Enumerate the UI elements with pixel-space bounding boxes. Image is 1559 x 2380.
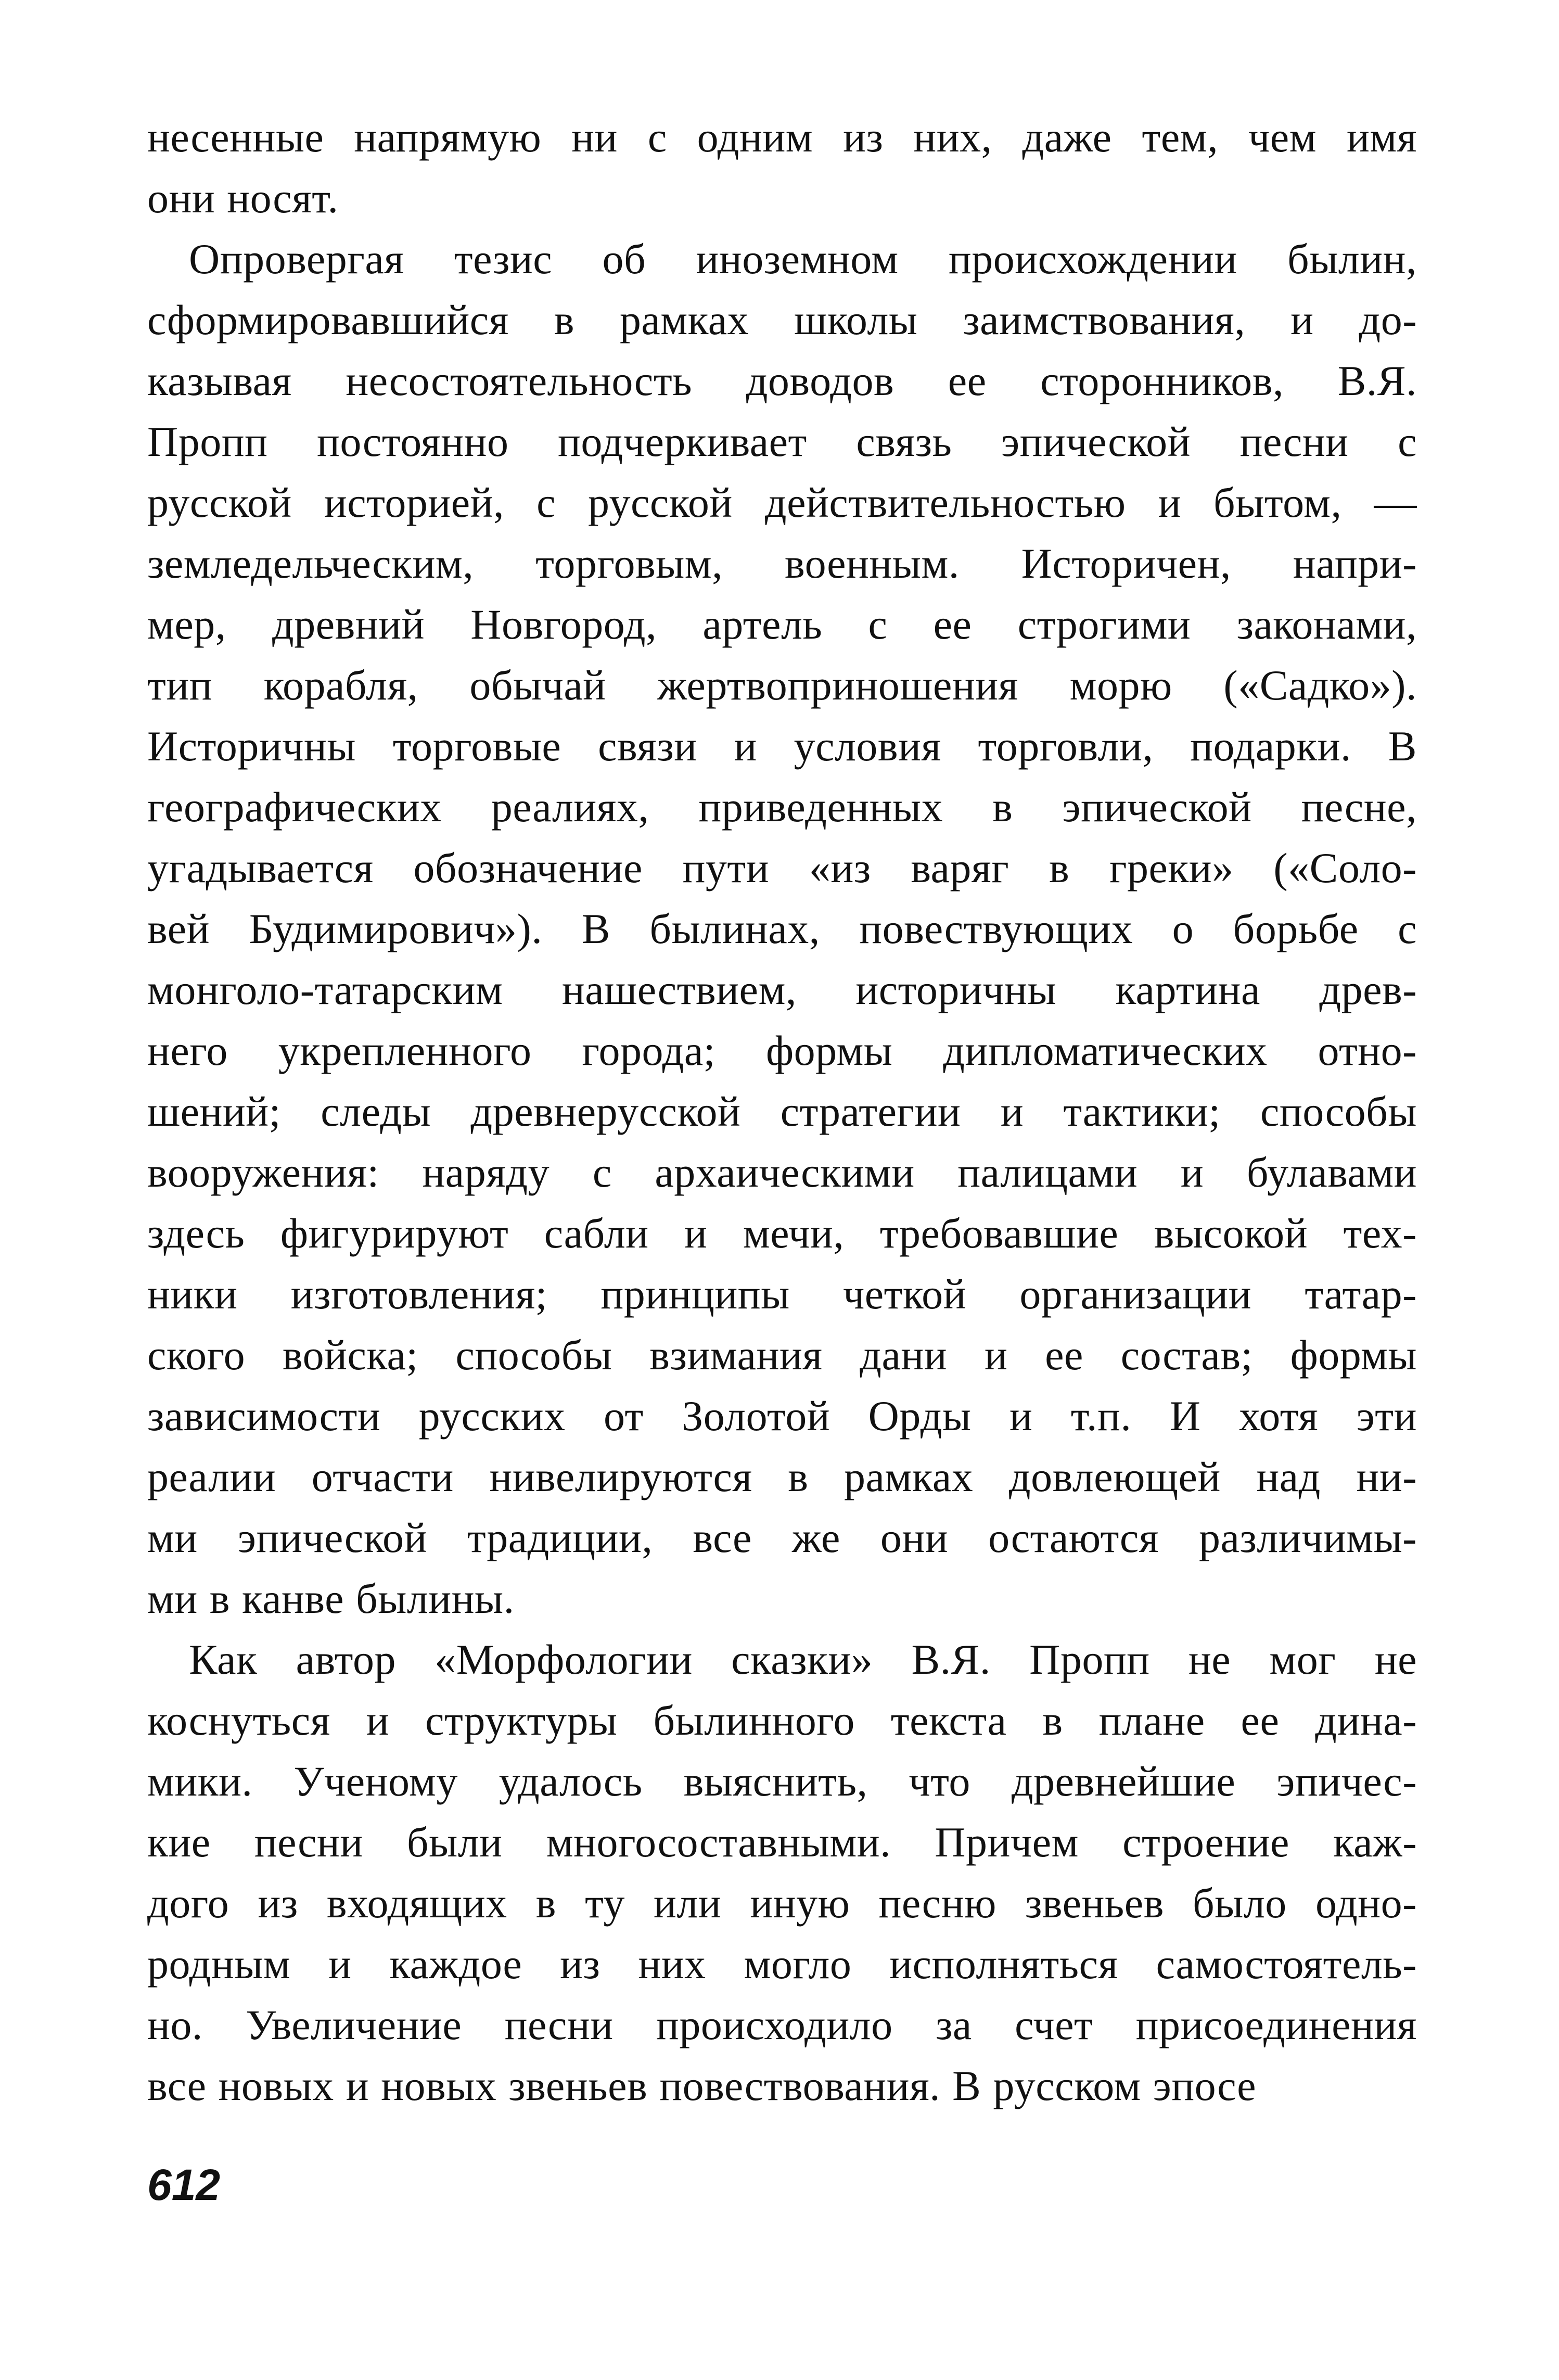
text-line: земледельческим, торговым, военным. Историчен, напри- <box>147 540 1417 587</box>
text-line: Опровергая тезис об иноземном происхождении былин, <box>189 235 1417 283</box>
text-line: ми в канве былины. <box>147 1575 515 1622</box>
text-line: вей Будимирович»). В былинах, повествующих о борьбе с <box>147 905 1417 952</box>
text-line: казывая несостоятельность доводов ее сторонников, В.Я. <box>147 357 1417 404</box>
text-line: мики. Ученому удалось выяснить, что древнейшие эпичес- <box>147 1758 1417 1805</box>
text-line: шений; следы древнерусской стратегии и тактики; способы <box>147 1088 1417 1135</box>
paragraph <box>147 107 1417 228</box>
text-line: они носят. <box>147 174 339 222</box>
text-line: вооружения: наряду с архаическими палицами и булавами <box>147 1149 1417 1196</box>
text-line: тип корабля, обычай жертвоприношения морю («Садко»). <box>147 661 1417 709</box>
text-line: кие песни были многосоставными. Причем строение каж- <box>147 1818 1417 1866</box>
text-line: угадывается обозначение пути «из варяг в греки» («Соло- <box>147 844 1417 892</box>
text-line: ники изготовления; принципы четкой организации татар- <box>147 1270 1417 1318</box>
text-line: родным и каждое из них могло исполняться самостоятель- <box>147 1940 1417 1988</box>
text-line: несенные напрямую ни с одним из них, даже тем, чем имя <box>147 113 1417 161</box>
text-line: мер, древний Новгород, артель с ее строгими законами, <box>147 601 1417 648</box>
text-line: сформировавшийся в рамках школы заимствования, и до- <box>147 296 1417 343</box>
text-line: коснуться и структуры былинного текста в плане ее дина- <box>147 1697 1417 1744</box>
text-line: зависимости русских от Золотой Орды и т.п. И хотя эти <box>147 1392 1417 1440</box>
text-line: дого из входящих в ту или иную песню звеньев было одно- <box>147 1879 1417 1927</box>
paragraph <box>147 228 1417 1629</box>
page-number: 612 <box>147 2160 221 2209</box>
text-line: все новых и новых звеньев повествования. В русском эпосе <box>147 2062 1256 2109</box>
text-line: монголо-татарским нашествием, историчны картина древ- <box>147 966 1417 1013</box>
body-text <box>147 107 1417 2116</box>
text-line: Как автор «Морфологии сказки» В.Я. Пропп не мог не <box>189 1636 1417 1683</box>
text-line: реалии отчасти нивелируются в рамках довлеющей над ни- <box>147 1453 1417 1500</box>
paragraph <box>147 1629 1417 2116</box>
text-line: но. Увеличение песни происходило за счет присоединения <box>147 2001 1417 2048</box>
text-line: географических реалиях, приведенных в эпической песне, <box>147 783 1417 831</box>
text-line: Историчны торговые связи и условия торговли, подарки. В <box>147 722 1417 770</box>
text-line: здесь фигурируют сабли и мечи, требовавшие высокой тех- <box>147 1210 1417 1257</box>
text-line: ского войска; способы взимания дани и ее состав; формы <box>147 1331 1417 1379</box>
text-line: русской историей, с русской действительностью и бытом, — <box>147 479 1417 526</box>
text-line: Пропп постоянно подчеркивает связь эпической песни с <box>147 418 1417 465</box>
text-line: него укрепленного города; формы дипломатических отно- <box>147 1027 1417 1074</box>
text-line: ми эпической традиции, все же они остаются различимы- <box>147 1514 1417 1561</box>
